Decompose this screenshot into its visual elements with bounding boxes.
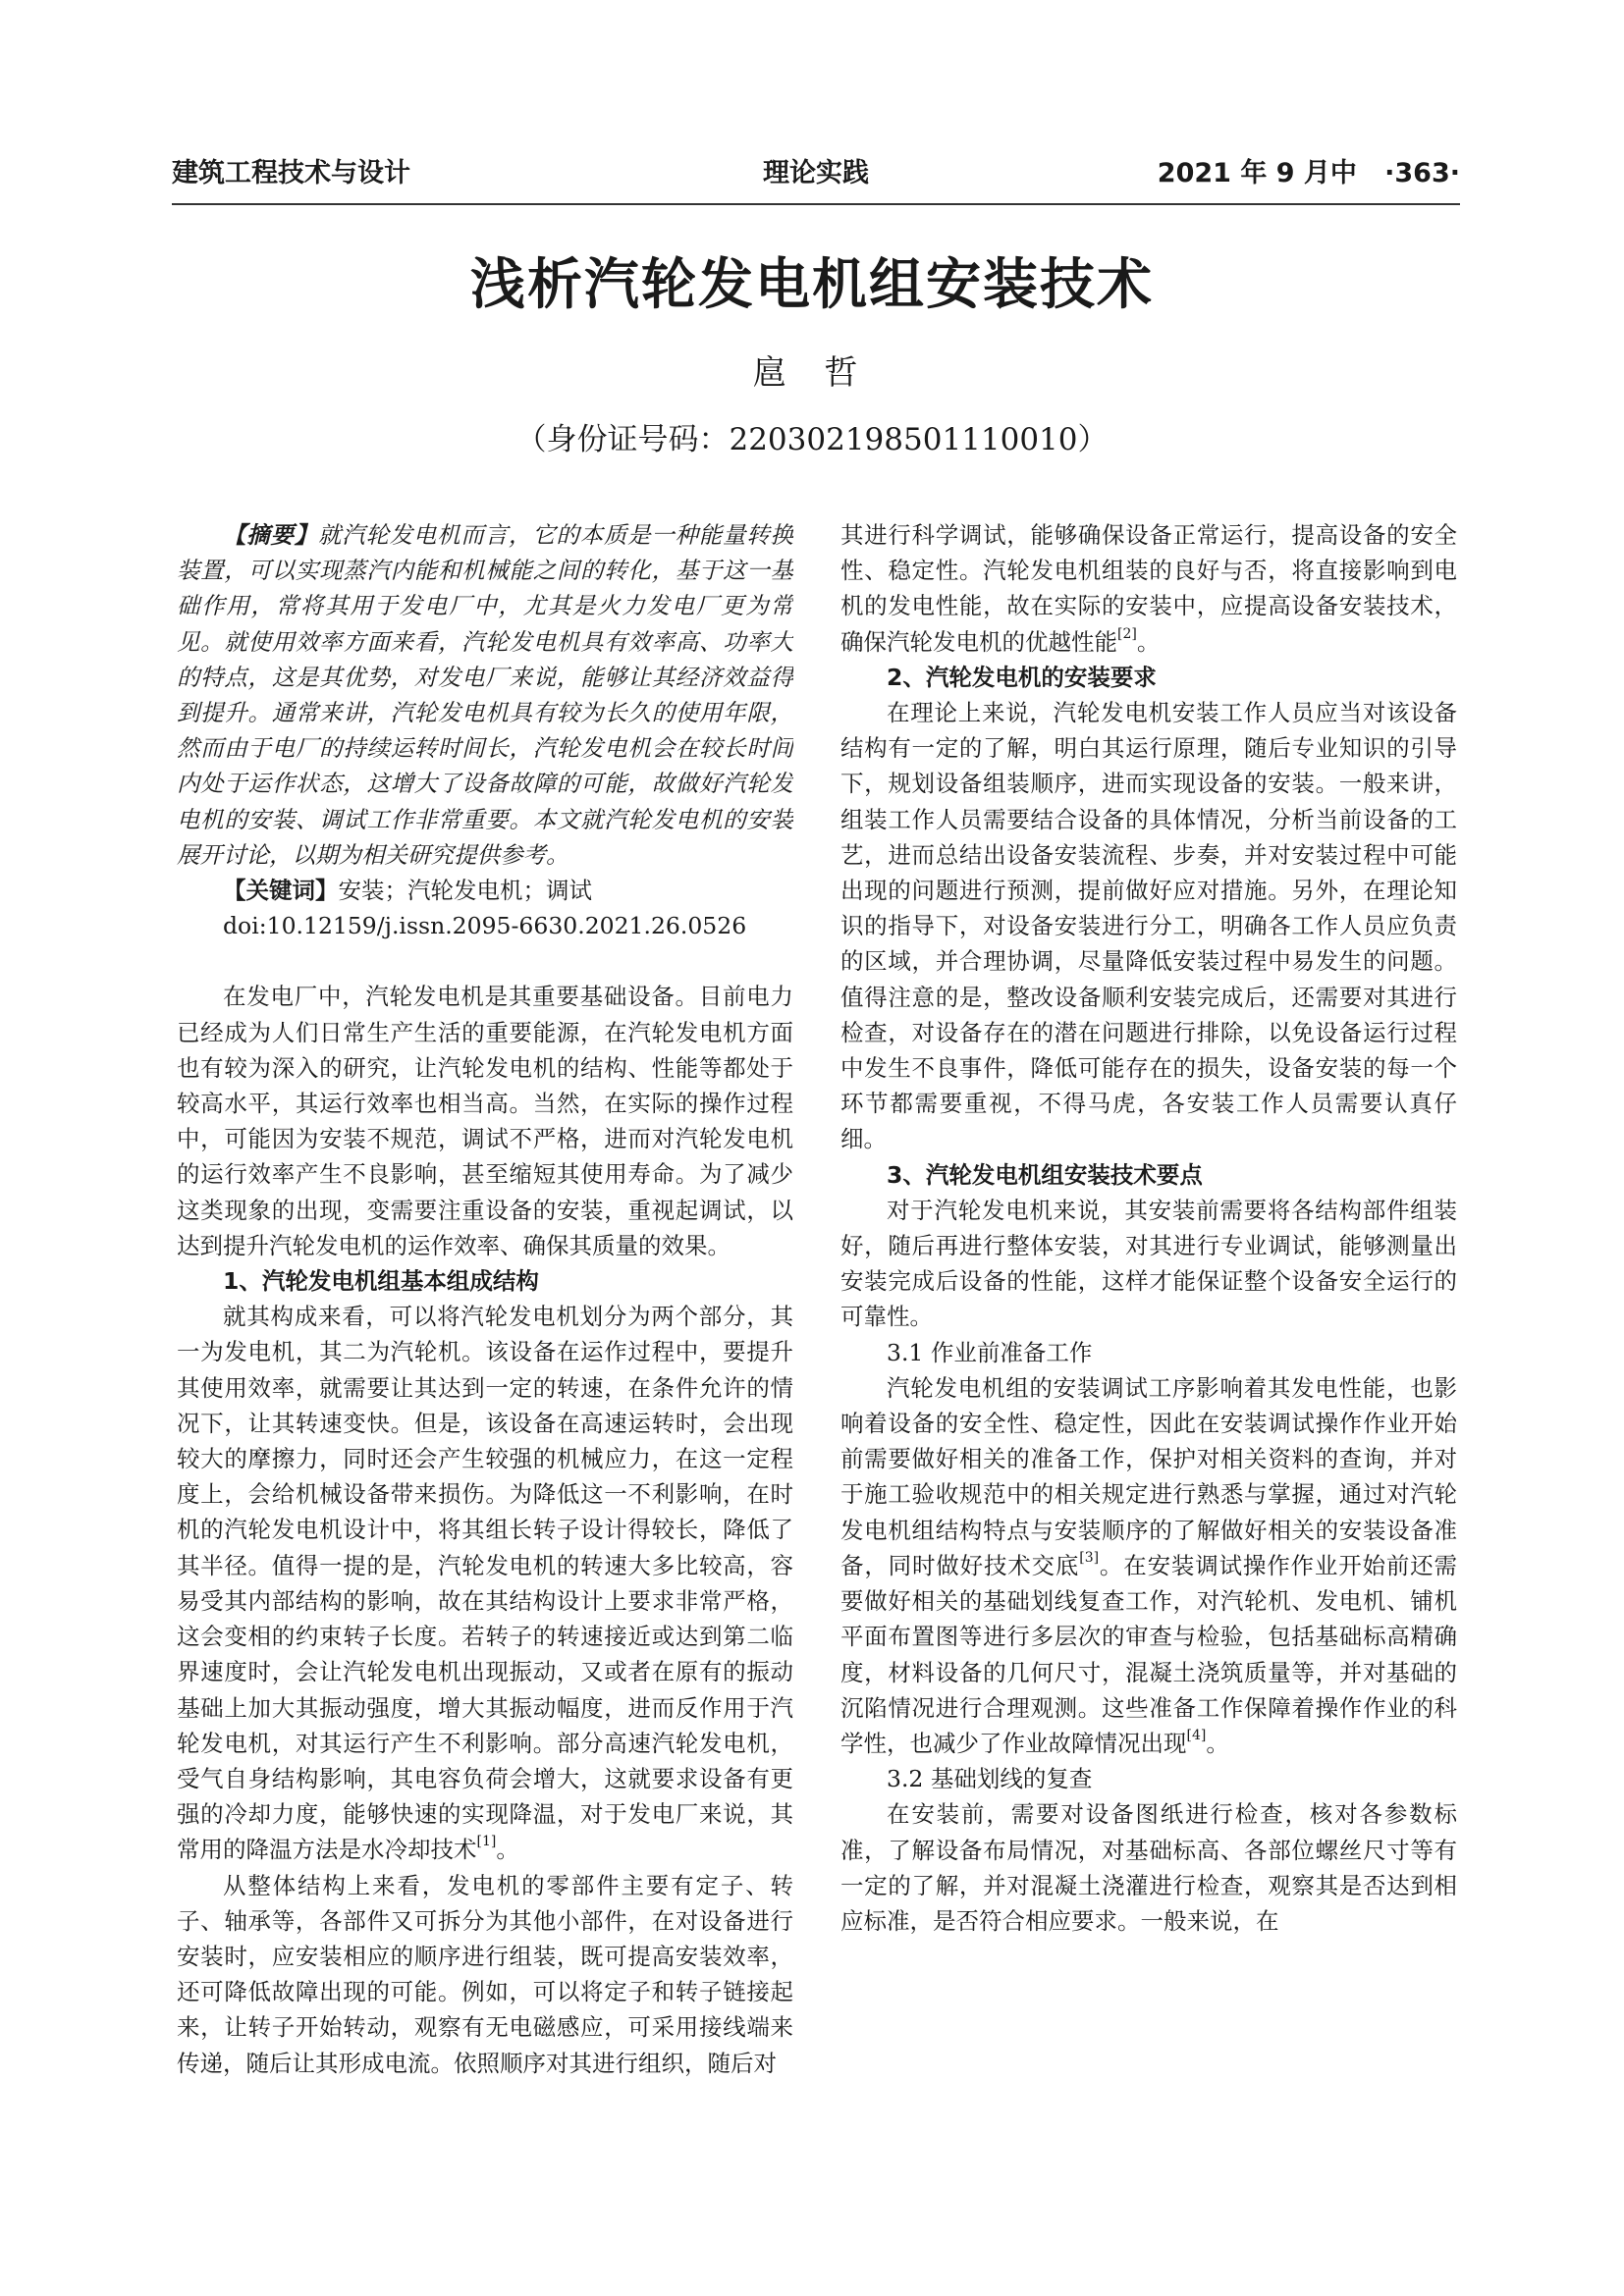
- subsection-3-1-text-b: 。在安装调试操作作业开始前还需要做好相关的基础划线复查工作，对汽轮机、发电机、铺机平面布置图等进行多层次的审查与检验，包括基础标高精确度，材料设备的几何尺寸，混凝土浇筑质量等，并对基础的沉陷情况进行合理观测。这些准备工作保障着操作作业的科学性，也减少了作业故障情况出现: [840, 1551, 1457, 1757]
- section-name: 理论实践: [763, 158, 869, 188]
- doi: doi:10.12159/j.issn.2095-6630.2021.26.0526: [223, 912, 747, 940]
- keywords-text: 安装；汽轮发电机；调试: [338, 877, 592, 905]
- subsection-3-2-paragraph: 在安装前，需要对设备图纸进行检查，核对各参数标准，了解设备布局情况，对基础标高、各部位螺丝尺寸等有一定的了解，并对混凝土浇灌进行检查，观察其是否达到相应标准，是否符合相应要求。一般来说，在: [840, 1800, 1457, 1935]
- abstract-text: 就汽轮发电机而言，它的本质是一种能量转换装置，可以实现蒸汽内能和机械能之间的转化，基于这一基础作用，常将其用于发电厂中，尤其是火力发电厂更为常见。就使用效率方面来看，汽轮发电机具有效率高、功率大的特点，这是其优势，对发电厂来说，能够让其经济效益得到提升。通常来讲，汽轮发电机具有较为长久的使用年限，然而由于电厂的持续运转时间长，汽轮发电机会在较长时间内处于运作状态，这增大了设备故障的可能，故做好汽轮发电机的安装、调试工作非常重要。本文就汽轮发电机的安装展开讨论，以期为相关研究提供参考。: [177, 521, 793, 869]
- section-1-paragraph-2-continued-text: 其进行科学调试，能够确保设备正常运行，提高设备的安全性、稳定性。汽轮发电机组装的良好与否，将直接影响到电机的发电性能，故在实际的安装中，应提高设备安装技术，确保汽轮发电机的优越性能: [840, 521, 1457, 656]
- section-1-paragraph-2: [177, 1868, 793, 2081]
- citation-3: [3]: [1079, 1549, 1100, 1566]
- subsection-3-1-text-c: 。: [1206, 1729, 1229, 1757]
- section-3-heading: 3、汽轮发电机组安装技术要点: [887, 1160, 1203, 1189]
- keywords-label: 【关键词】: [223, 877, 339, 905]
- keywords: [177, 873, 793, 908]
- citation-1: [1]: [476, 1834, 497, 1850]
- section-1-paragraph-2-continued: [840, 517, 1457, 660]
- section-3-paragraph: 对于汽轮发电机来说，其安装前需要将各结构部件组装好，随后再进行整体安装，对其进行专业调试，能够测量出安装完成后设备的性能，这样才能保证整个设备安全运行的可靠性。: [840, 1196, 1457, 1331]
- section-1-paragraph-1: [177, 1299, 793, 1867]
- journal-name: 建筑工程技术与设计: [172, 158, 410, 188]
- section-1-paragraph-2-text: 从整体结构上来看，发电机的零部件主要有定子、转子、轴承等，各部件又可拆分为其他小部件，在对设备进行安装时，应安装相应的顺序进行组装，既可提高安装效率，还可降低故障出现的可能。例如，可以将定子和转子链接起来，让转子开始转动，观察有无电磁感应，可采用接线端来传递，随后让其形成电流。依照顺序对其进行组织，随后对: [177, 1871, 793, 2077]
- author-name: 扈 哲: [752, 353, 872, 393]
- section-1-paragraph-1-end: 。: [496, 1836, 519, 1864]
- right-column: [840, 517, 1457, 2088]
- citation-2: [2]: [1117, 625, 1137, 642]
- subsection-3-2-heading: 3.2 基础划线的复查: [887, 1765, 1093, 1793]
- section-1-heading: 1、汽轮发电机组基本组成结构: [223, 1267, 539, 1296]
- subsection-3-1-heading: 3.1 作业前准备工作: [887, 1338, 1093, 1366]
- left-column: [177, 517, 793, 2088]
- issue-date-and-page: [1158, 154, 1460, 193]
- author-id-number: （身份证号码：220302198501110010）: [515, 422, 1109, 457]
- issue-date: 2021 年 9 月中: [1157, 158, 1357, 188]
- section-2-heading: 2、汽轮发电机的安装要求: [887, 663, 1157, 691]
- page-number: ·363·: [1384, 158, 1460, 188]
- section-2-paragraph: 在理论上来说，汽轮发电机安装工作人员应当对该设备结构有一定的了解，明白其运行原理，随后专业知识的引导下，规划设备组装顺序，进而实现设备的安装。一般来讲，组装工作人员需要结合设备的具体情况，分析当前设备的工艺，进而总结出设备安装流程、步奏，并对安装过程中可能出现的问题进行预测，提前做好应对措施。另外，在理论知识的指导下，对设备安装进行分工，明确各工作人员应负责的区域，并合理协调，尽量降低安装过程中易发生的问题。值得注意的是，整改设备顺利安装完成后，还需要对其进行检查，对设备存在的潜在问题进行排除，以免设备运行过程中发生不良事件，降低可能存在的损失，设备安装的每一个环节都需要重视，不得马虎，各安装工作人员需要认真仔细。: [840, 699, 1457, 1153]
- subsection-3-1-paragraph: [840, 1370, 1457, 1761]
- abstract: [177, 517, 793, 873]
- section-1-paragraph-2-end: 。: [1136, 627, 1161, 656]
- abstract-label: 【摘要】: [223, 521, 318, 549]
- intro-paragraph: 在发电厂中，汽轮发电机是其重要基础设备。目前电力已经成为人们日常生产生活的重要能源，在汽轮发电机方面也有较为深入的研究，让汽轮发电机的结构、性能等都处于较高水平，其运行效率也相当高。当然，在实际的操作过程中，可能因为安装不规范，调试不严格，进而对汽轮发电机的运行效率产生不良影响，甚至缩短其使用寿命。为了减少这类现象的出现，变需要注重设备的安装，重视起调试，以达到提升汽轮发电机的运作效率、确保其质量的效果。: [177, 983, 793, 1259]
- citation-4: [4]: [1186, 1727, 1207, 1743]
- running-header: [172, 154, 1460, 193]
- article-title: 浅析汽轮发电机组安装技术: [470, 252, 1154, 317]
- section-1-paragraph-1-text: 就其构成来看，可以将汽轮发电机划分为两个部分，其一为发电机，其二为汽轮机。该设备在运作过程中，要提升其使用效率，就需要让其达到一定的转速，在条件允许的情况下，让其转速变快。但是，该设备在高速运转时，会出现较大的摩擦力，同时还会产生较强的机械应力，在这一定程度上，会给机械设备带来损伤。为降低这一不利影响，在时机的汽轮发电机设计中，将其组长转子设计得较长，降低了其半径。值得一提的是，汽轮发电机的转速大多比较高，容易受其内部结构的影响，故在其结构设计上要求非常严格，这会变相的约束转子长度。若转子的转速接近或达到第二临界速度时，会让汽轮发电机出现振动，又或者在原有的振动基础上加大其振动强度，增大其振动幅度，进而反作用于汽轮发电机，对其运行产生不利影响。部分高速汽轮发电机，受气自身结构影响，其电容负荷会增大，这就要求设备有更强的冷却力度，能够快速的实现降温，对于发电厂来说，其常用的降温方法是水冷却技术: [177, 1303, 793, 1864]
- right-column-flow: [840, 517, 1457, 660]
- header-divider: [172, 203, 1460, 205]
- abstract-spacer: [177, 943, 793, 979]
- subsection-3-1-text-a: 汽轮发电机组的安装调试工序影响着其发电性能，也影响着设备的安全性、稳定性，因此在安装调试操作作业开始前需要做好相关的准备工作，保护对相关资料的查询，并对于施工验收规范中的相关规定进行熟悉与掌握，通过对汽轮发电机组结构特点与安装顺序的了解做好相关的安装设备准备，同时做好技术交底: [840, 1373, 1457, 1579]
